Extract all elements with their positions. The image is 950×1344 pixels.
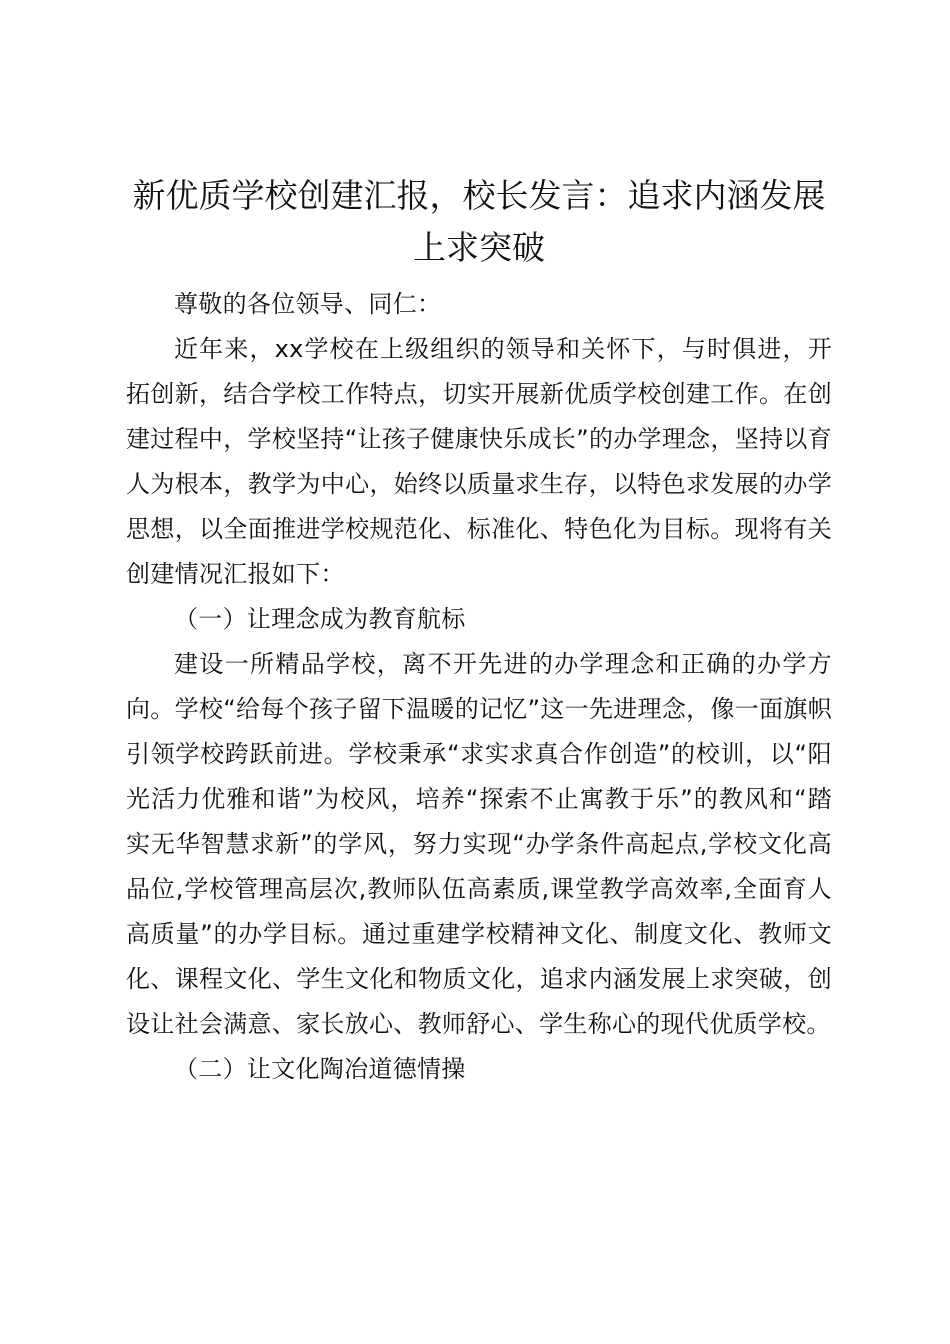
salutation: 尊敬的各位领导、同仁： xyxy=(174,290,442,318)
document-body xyxy=(126,170,832,1092)
document-title: 新优质学校创建汇报，校长发言：追求内涵发展上求突破 xyxy=(132,176,826,267)
section-heading-1: （一）让理念成为教育航标 xyxy=(174,605,466,633)
section-1-paragraph: 建设一所精品学校，离不开先进的办学理念和正确的办学方向。学校“给每个孩子留下温暖的记忆”这一先进理念，像一面旗帜引领学校跨跃前进。学校秉承“求实求真合作创造”的校训，以“阳光活力优雅和谐”为校风，培养“探索不止寓教于乐”的教风和“踏实无华智慧求新”的学风，努力实现“办学条件高起点,学校文化高品位,学校管理高层次,教师队伍高素质,课堂教学高效率,全面育人高质量”的办学目标。通过重建学校精神文化、制度文化、教师文化、课程文化、学生文化和物质文化，追求内涵发展上求突破，创设让社会满意、家长放心、教师舒心、学生称心的现代优质学校。 xyxy=(126,650,832,1038)
intro-paragraph: 近年来，xx学校在上级组织的领导和关怀下，与时俱进，开拓创新，结合学校工作特点，切实开展新优质学校创建工作。在创建过程中，学校坚持“让孩子健康快乐成长”的办学理念，坚持以育人为根本，教学为中心，始终以质量求生存，以特色求发展的办学思想，以全面推进学校规范化、标准化、特色化为目标。现将有关创建情况汇报如下： xyxy=(126,335,832,588)
section-heading-2: （二）让文化陶冶道德情操 xyxy=(174,1055,466,1083)
